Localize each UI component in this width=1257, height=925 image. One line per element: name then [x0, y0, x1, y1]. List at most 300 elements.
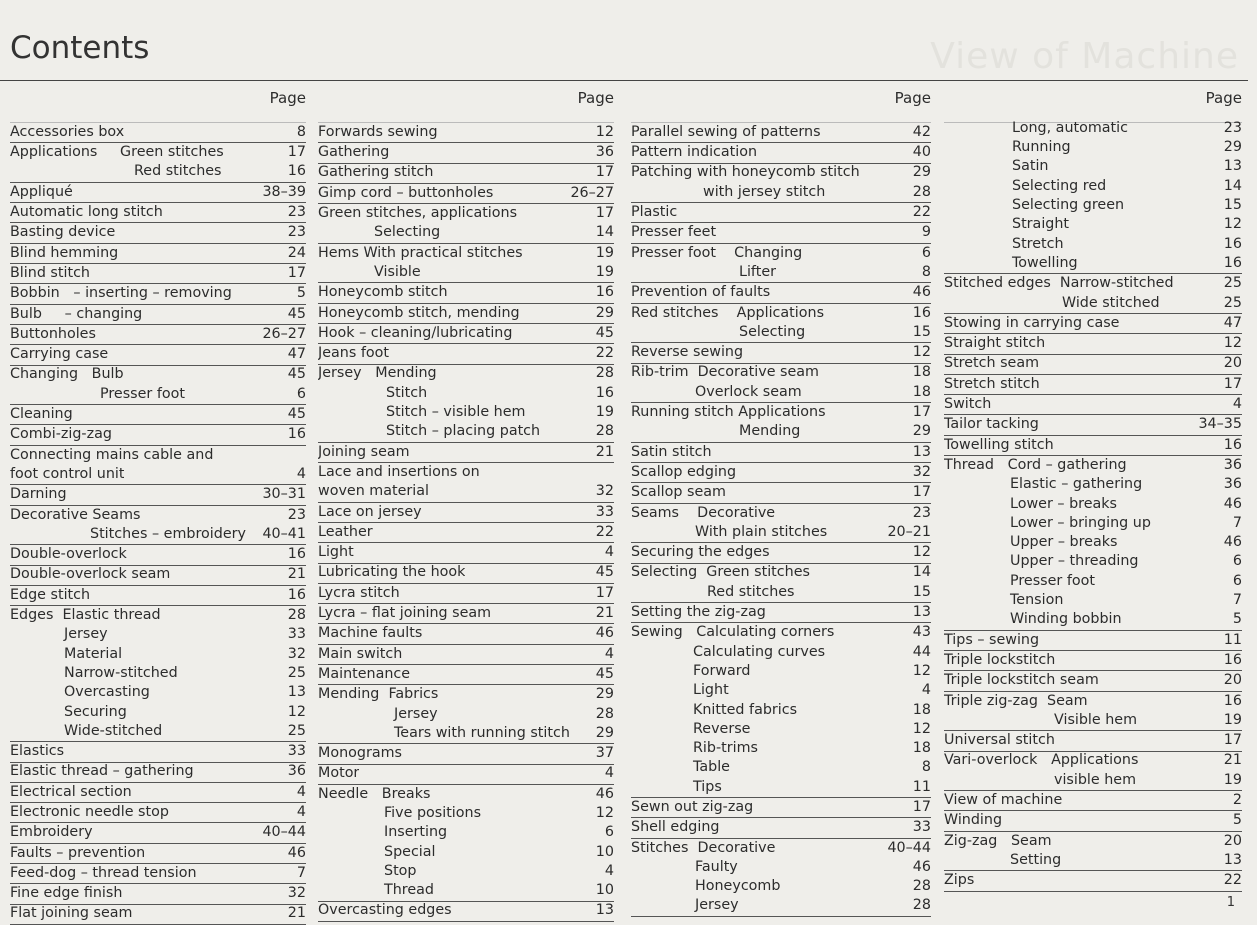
index-entry: [318, 765, 614, 785]
index-entry: [10, 625, 306, 644]
index-entry-topic: Zig-zag Seam: [944, 832, 1052, 849]
index-entry-page: 16: [287, 426, 306, 443]
index-entry-topic: Selecting red: [1012, 177, 1107, 194]
index-entry-topic: Setting: [1010, 851, 1062, 868]
index-entry: [10, 425, 306, 445]
index-entry-topic: Electronic needle stop: [10, 803, 169, 820]
index-entry-topic: Lycra – flat joining seam: [318, 605, 492, 622]
index-entry-topic: Thread Cord – gathering: [944, 456, 1127, 473]
index-entry: [944, 375, 1242, 395]
index-entry: [631, 818, 931, 838]
index-entry-page: 26–27: [262, 325, 306, 342]
index-entry-page: 12: [1223, 335, 1242, 352]
index-entry-topic: Stitch: [386, 384, 428, 401]
index-entry: [944, 553, 1242, 572]
index-entry-page: 25: [1223, 294, 1242, 311]
index-entry: [318, 902, 614, 922]
index-entry: [318, 324, 614, 344]
index-entry-topic: Main switch: [318, 645, 403, 662]
index-entry: [631, 623, 931, 642]
index-entry-page: 46: [1223, 534, 1242, 551]
index-entry: [10, 325, 306, 345]
index-entry-topic: Narrow-stitched: [64, 664, 178, 681]
index-entry-page: 45: [287, 305, 306, 322]
index-entry: [631, 164, 931, 183]
index-entry-page: 8: [296, 123, 306, 140]
index-entry: [10, 606, 306, 625]
index-entry-topic: Honeycomb stitch, mending: [318, 304, 520, 321]
index-entry: [318, 403, 614, 422]
index-entry: [318, 804, 614, 823]
index-entry: [944, 355, 1242, 375]
index-entry-topic: Rib-trims: [693, 740, 758, 757]
index-entry: [944, 177, 1242, 196]
index-entry-page: 16: [595, 384, 614, 401]
index-entry-topic: Selecting Green stitches: [631, 564, 810, 581]
index-entry-topic: Carrying case: [10, 346, 109, 363]
index-entry-topic: Red stitches: [134, 163, 222, 180]
index-entry-topic: Lubricating the hook: [318, 564, 466, 581]
index-entry: [10, 864, 306, 884]
index-entry-topic: Edge stitch: [10, 586, 91, 603]
index-entry: [944, 851, 1242, 871]
index-entry-page: 6: [604, 824, 614, 841]
index-entry: [318, 705, 614, 724]
index-entry-topic: Winding bobbin: [1010, 611, 1122, 628]
index-entry-page: 21: [287, 905, 306, 922]
index-entry: [318, 244, 614, 263]
index-entry: [318, 564, 614, 584]
index-entry: [944, 395, 1242, 415]
index-entry-page: 22: [912, 204, 931, 221]
index-entry-topic: Zips: [944, 872, 975, 889]
index-entry: [318, 164, 614, 184]
index-entry-topic: Appliqué: [10, 183, 73, 200]
index-entry: [944, 495, 1242, 514]
index-entry: [631, 143, 931, 163]
index-entry-page: 15: [912, 323, 931, 340]
index-entry: [944, 514, 1242, 533]
index-entry: [631, 364, 931, 383]
index-entry-topic: Calculating curves: [693, 643, 826, 660]
index-entry: [318, 463, 614, 482]
index-entry: [318, 624, 614, 644]
index-entry-page: 16: [1223, 436, 1242, 453]
index-entry-topic: Securing: [64, 703, 127, 720]
index-entry: [944, 235, 1242, 254]
index-entry: [944, 610, 1242, 630]
index-entry-page: 19: [595, 263, 614, 280]
index-entry: [631, 759, 931, 778]
index-entry-page: 18: [912, 740, 931, 757]
index-entry-topic: Jeans foot: [318, 345, 389, 362]
index-entry-page: 20–21: [887, 523, 931, 540]
index-entry-page: 40: [912, 144, 931, 161]
index-entry-topic: Gathering: [318, 144, 390, 161]
index-entry-topic: Winding: [944, 812, 1003, 829]
index-entry-topic: Table: [693, 759, 730, 776]
index-entry-topic: Stowing in carrying case: [944, 314, 1120, 331]
index-entry-page: 37: [595, 745, 614, 762]
index-entry: [631, 564, 931, 583]
index-entry: [631, 443, 931, 463]
index-entry-topic: Stitches Decorative: [631, 839, 776, 856]
index-entry: [944, 314, 1242, 334]
index-entry-topic: Double-overlock: [10, 546, 127, 563]
index-entry-topic: Plastic: [631, 204, 678, 221]
index-entry-page: 12: [287, 703, 306, 720]
index-entry-page: 45: [595, 324, 614, 341]
index-entry-topic: Embroidery: [10, 824, 93, 841]
index-entry-page: 12: [912, 544, 931, 561]
index-entry-topic: Satin stitch: [631, 443, 712, 460]
index-entry-page: 29: [912, 164, 931, 181]
index-entry: [944, 415, 1242, 435]
index-entry-topic: Lace and insertions on: [318, 463, 480, 480]
index-entry-page: 13: [912, 443, 931, 460]
index-entry-page: 6: [921, 244, 931, 261]
index-entry: [318, 843, 614, 862]
index-entry: [10, 703, 306, 722]
index-entry: [10, 664, 306, 683]
index-entry: [631, 858, 931, 877]
index-entry-topic: Elastic thread – gathering: [10, 763, 194, 780]
index-entry: [10, 446, 306, 465]
index-entry-topic: Double-overlock seam: [10, 566, 171, 583]
index-entry: [631, 304, 931, 323]
index-entry-page: 30–31: [262, 486, 306, 503]
index-entry-topic: Combi-zig-zag: [10, 426, 112, 443]
index-entry: [10, 385, 306, 405]
index-entry: [10, 163, 306, 183]
index-entry-topic: Universal stitch: [944, 732, 1055, 749]
index-entry-topic: Feed-dog – thread tension: [10, 864, 197, 881]
index-entry-page: 29: [1223, 139, 1242, 156]
background-ghost-title: View of Machine: [930, 36, 1239, 77]
index-entry-topic: Special: [384, 843, 436, 860]
index-entry-page: 12: [595, 123, 614, 140]
index-entry: [631, 263, 931, 283]
index-entry: [631, 778, 931, 798]
index-entry: [631, 603, 931, 623]
index-entry: [944, 752, 1242, 771]
index-entry: [631, 244, 931, 263]
index-entry: [631, 422, 931, 442]
index-entry-topic: Prevention of faults: [631, 284, 771, 301]
index-entry-page: 5: [1232, 611, 1242, 628]
index-entry: [318, 823, 614, 842]
index-entry-page: 16: [912, 304, 931, 321]
index-entry: [318, 365, 614, 384]
index-entry: [944, 692, 1242, 711]
index-entry-page: 17: [287, 264, 306, 281]
index-entry-page: 22: [595, 345, 614, 362]
index-entry: [944, 119, 1242, 138]
index-entry-topic: Knitted fabrics: [693, 701, 798, 718]
index-entry-topic: Stop: [384, 862, 417, 879]
title-rule: [0, 80, 1248, 81]
index-entry: [944, 196, 1242, 215]
index-entry: [944, 771, 1242, 791]
index-entry-page: 15: [912, 583, 931, 600]
index-entry-page: 17: [287, 144, 306, 161]
index-entry-page: 23: [287, 204, 306, 221]
index-entry-topic: Triple zig-zag Seam: [944, 692, 1088, 709]
index-entry-topic: Straight: [1012, 216, 1070, 233]
index-entry-page: 45: [595, 665, 614, 682]
index-entry-page: 21: [1223, 752, 1242, 769]
index-entry-page: 17: [595, 164, 614, 181]
index-entry-topic: Patching with honeycomb stitch: [631, 164, 860, 181]
index-entry: [944, 711, 1242, 731]
index-entry-topic: Reverse sewing: [631, 344, 744, 361]
index-entry-topic: Honeycomb: [695, 878, 781, 895]
index-entry: [944, 215, 1242, 234]
index-entry: [944, 138, 1242, 157]
index-entry-page: 40–44: [262, 824, 306, 841]
index-entry-topic: Pattern indication: [631, 144, 758, 161]
index-entry-topic: Stitches – embroidery: [90, 525, 246, 542]
index-entry-topic: Connecting mains cable and: [10, 446, 214, 463]
index-entry: [318, 304, 614, 324]
index-entry-page: 33: [287, 626, 306, 643]
index-entry-page: 13: [912, 604, 931, 621]
index-entry-page: 38–39: [262, 183, 306, 200]
index-entry-page: 29: [912, 423, 931, 440]
index-entry: [944, 456, 1242, 475]
index-entry-page: 11: [912, 778, 931, 795]
index-entry-topic: Presser foot: [1010, 572, 1095, 589]
index-entry-topic: Needle Breaks: [318, 785, 431, 802]
index-entry-topic: Mending: [739, 423, 801, 440]
index-entry-topic: Monograms: [318, 745, 402, 762]
index-entry-topic: Jersey: [394, 705, 438, 722]
index-entry: [631, 720, 931, 739]
index-entry-page: 10: [595, 882, 614, 899]
index-entry-page: 23: [1223, 119, 1242, 136]
index-entry-topic: Stretch: [1012, 235, 1064, 252]
index-entry-topic: Lower – breaks: [1010, 495, 1117, 512]
index-entry-page: 18: [912, 383, 931, 400]
index-entry-page: 26–27: [570, 184, 614, 201]
index-entry-page: 28: [595, 365, 614, 382]
index-entry-topic: Overlock seam: [695, 383, 802, 400]
index-entry: [10, 823, 306, 843]
index-entry-page: 14: [595, 224, 614, 241]
index-entry-page: 29: [595, 304, 614, 321]
index-entry: [944, 671, 1242, 691]
index-entry-page: 14: [1223, 177, 1242, 194]
index-entry: [10, 722, 306, 742]
index-entry-topic: visible hem: [1054, 771, 1137, 788]
index-entry-page: 4: [604, 862, 614, 879]
index-entry: [10, 803, 306, 823]
index-entry-page: 28: [912, 897, 931, 914]
index-entry-topic: Triple lockstitch seam: [944, 672, 1099, 689]
index-entry-page: 12: [912, 344, 931, 361]
page-title: Contents: [10, 30, 150, 66]
index-entry-page: 17: [912, 484, 931, 501]
index-entry: [10, 645, 306, 664]
index-entry-page: 45: [287, 366, 306, 383]
index-entry-page: 7: [1232, 592, 1242, 609]
index-entry-topic: Overcasting edges: [318, 902, 452, 919]
index-entry-topic: Accessories box: [10, 123, 125, 140]
index-entry-page: 8: [921, 263, 931, 280]
index-entry-page: 6: [1232, 553, 1242, 570]
index-entry-topic: Lifter: [739, 263, 776, 280]
index-entry: [631, 839, 931, 858]
index-entry-page: 22: [595, 523, 614, 540]
page-column-header: Page: [10, 92, 306, 123]
page-column-header: Page: [318, 92, 614, 123]
index-entry: [631, 223, 931, 243]
index-entry: [944, 294, 1242, 314]
index-entry: [10, 405, 306, 425]
index-entry-page: 20: [1223, 832, 1242, 849]
index-entry: [318, 881, 614, 901]
index-entry: [318, 184, 614, 204]
index-entry-topic: Leather: [318, 523, 373, 540]
index-entry-topic: Setting the zig-zag: [631, 604, 766, 621]
index-entry-page: 21: [595, 605, 614, 622]
index-entry: [631, 523, 931, 543]
index-entry: [318, 223, 614, 243]
index-entry-page: 7: [296, 864, 306, 881]
index-entry: [944, 631, 1242, 651]
index-entry-topic: Tips: [693, 778, 722, 795]
index-entry-page: 16: [595, 284, 614, 301]
index-entry-page: 6: [1232, 572, 1242, 589]
index-entry: [318, 503, 614, 523]
index-entry-page: 25: [287, 722, 306, 739]
index-entry-page: 4: [296, 465, 306, 482]
index-entry: [631, 383, 931, 403]
index-entry-topic: Forwards sewing: [318, 123, 438, 140]
index-entry-page: 36: [287, 763, 306, 780]
index-entry-topic: Stretch seam: [944, 355, 1040, 372]
index-entry: [10, 566, 306, 586]
index-column-4: [944, 89, 1242, 902]
index-entry-page: 17: [912, 404, 931, 421]
index-entry-page: 44: [912, 643, 931, 660]
index-entry: [10, 683, 306, 702]
index-entry-page: 16: [1223, 254, 1242, 271]
index-entry-topic: Bulb – changing: [10, 305, 143, 322]
index-entry-topic: Buttonholes: [10, 325, 96, 342]
index-entry: [631, 543, 931, 563]
index-entry: [318, 523, 614, 543]
index-entry-topic: Vari-overlock Applications: [944, 752, 1139, 769]
index-entry-page: 15: [1223, 197, 1242, 214]
index-entry: [10, 884, 306, 904]
index-entry: [944, 731, 1242, 751]
index-entry: [631, 123, 931, 143]
index-entry-page: 36: [1223, 456, 1242, 473]
index-entry-topic: Presser foot Changing: [631, 244, 803, 261]
index-entry-topic: Honeycomb stitch: [318, 284, 448, 301]
index-entry-page: 46: [595, 785, 614, 802]
index-entry-page: 23: [287, 506, 306, 523]
index-entry-page: 46: [287, 844, 306, 861]
index-entry-page: 8: [921, 759, 931, 776]
index-entry-topic: Forward: [693, 662, 751, 679]
index-entry: [10, 525, 306, 545]
index-entry-topic: Upper – threading: [1010, 553, 1139, 570]
index-entry-page: 28: [595, 705, 614, 722]
index-entry-page: 32: [287, 645, 306, 662]
page-column-header: Page: [631, 92, 931, 123]
index-entry-topic: Machine faults: [318, 625, 423, 642]
index-entry-page: 13: [1223, 158, 1242, 175]
index-entry-page: 19: [595, 244, 614, 261]
index-entry-page: 13: [287, 684, 306, 701]
index-entry-topic: Wide stitched: [1062, 294, 1160, 311]
index-entry-topic: Running stitch Applications: [631, 404, 826, 421]
index-entry: [318, 123, 614, 143]
index-entry-topic: foot control unit: [10, 465, 125, 482]
index-entry-page: 2: [1232, 791, 1242, 808]
index-entry: [318, 724, 614, 744]
index-entry-topic: Green stitches, applications: [318, 205, 518, 222]
index-entry-topic: With plain stitches: [695, 523, 828, 540]
index-entry: [944, 274, 1242, 293]
page-column-header: Page: [944, 92, 1242, 123]
index-entry-topic: Upper – breaks: [1010, 534, 1118, 551]
index-entry-topic: Lycra stitch: [318, 584, 400, 601]
index-entry-page: 45: [287, 406, 306, 423]
index-entry: [631, 877, 931, 896]
index-entry-topic: Light: [318, 544, 354, 561]
index-entry-page: 4: [604, 544, 614, 561]
index-entry-page: 32: [912, 463, 931, 480]
index-entry-page: 36: [595, 144, 614, 161]
index-entry-page: 9: [921, 224, 931, 241]
index-entry-page: 43: [912, 624, 931, 641]
index-entry-page: 17: [1223, 732, 1242, 749]
index-entry-page: 42: [912, 123, 931, 140]
index-entry-topic: Tears with running stitch: [394, 724, 570, 741]
index-entry: [10, 223, 306, 243]
index-entry-topic: Lace on jersey: [318, 503, 422, 520]
index-entry: [631, 897, 931, 917]
index-entry-page: 45: [595, 564, 614, 581]
index-entry-topic: Presser feet: [631, 224, 717, 241]
index-entry: [318, 344, 614, 364]
index-entry: [10, 545, 306, 565]
index-entry-topic: Rib-trim Decorative seam: [631, 364, 819, 381]
index-entry-page: 16: [287, 586, 306, 603]
index-entry-topic: Tailor tacking: [944, 416, 1039, 433]
index-entry-topic: Blind stitch: [10, 264, 90, 281]
index-entry-topic: Reverse: [693, 720, 751, 737]
index-entry-page: 12: [1223, 216, 1242, 233]
index-entry: [631, 662, 931, 681]
page-number: 1: [1226, 895, 1235, 910]
index-entry-topic: Triple lockstitch: [944, 651, 1056, 668]
index-entry-page: 4: [296, 783, 306, 800]
index-entry: [10, 742, 306, 762]
index-entry-page: 5: [296, 285, 306, 302]
index-entry-page: 29: [595, 686, 614, 703]
index-entry-topic: Material: [64, 645, 123, 662]
index-entry-page: 19: [1223, 711, 1242, 728]
index-entry: [944, 475, 1242, 494]
index-entry: [944, 591, 1242, 610]
index-entry: [631, 739, 931, 758]
index-entry-page: 14: [912, 564, 931, 581]
index-entry-topic: Securing the edges: [631, 544, 770, 561]
